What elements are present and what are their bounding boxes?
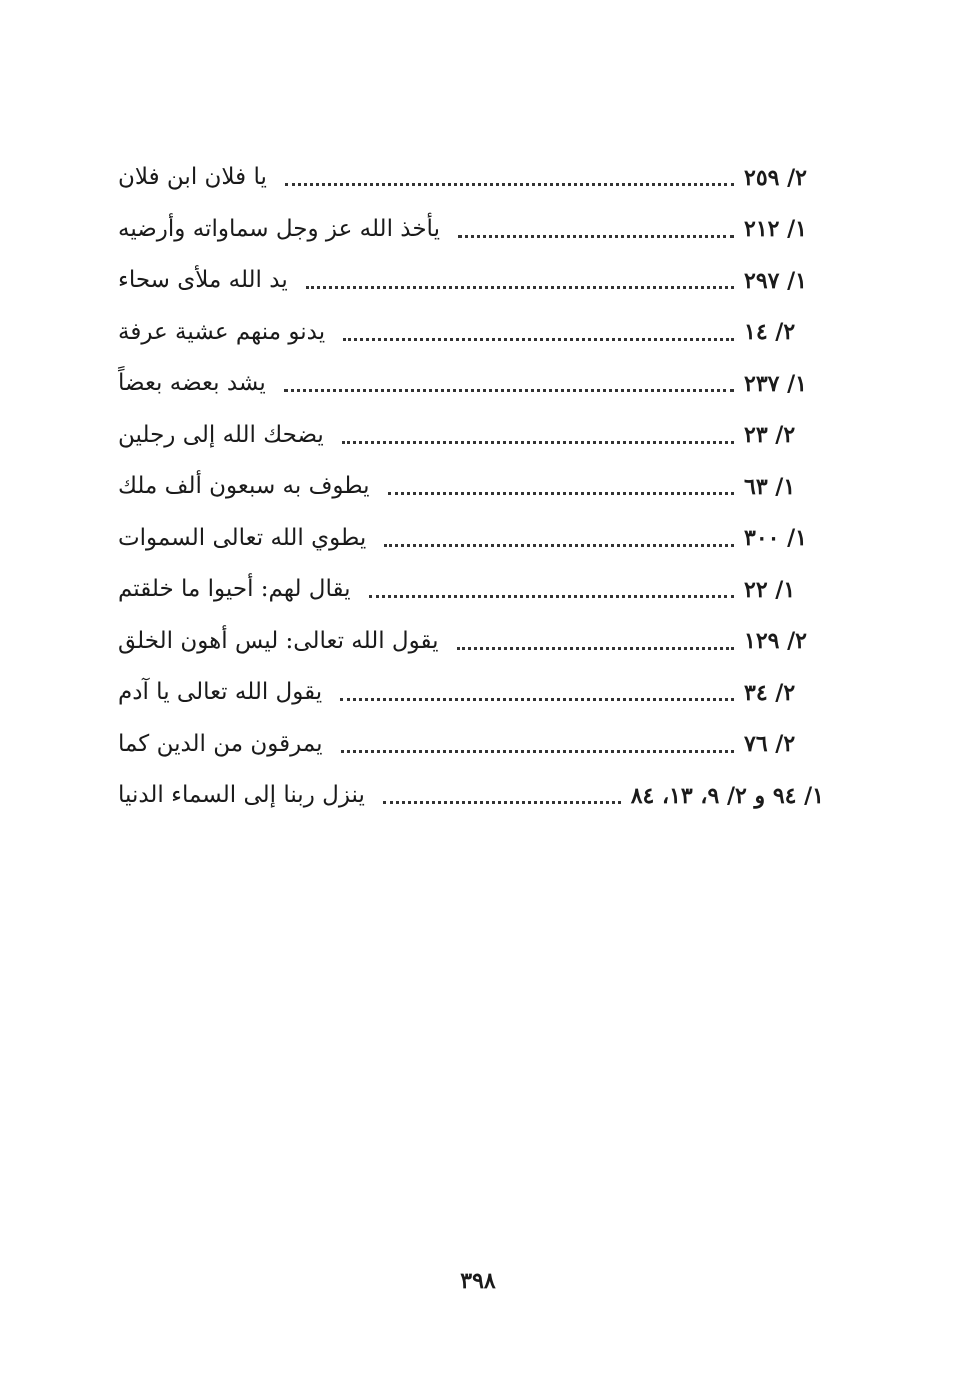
dot-leader — [284, 389, 734, 392]
entry-text: ينزل ربنا إلى السماء الدنيا — [118, 782, 365, 809]
index-entry — [118, 410, 824, 462]
entry-reference: ٢/ ٢٥٩ — [744, 164, 807, 191]
entry-reference: ١/ ٢٩٧ — [744, 267, 807, 294]
index-entry — [118, 513, 824, 565]
entry-text: يطوي الله تعالى السموات — [118, 524, 367, 551]
dot-leader — [341, 750, 734, 753]
dot-leader — [458, 235, 734, 238]
entry-text: يقال لهم: أحيوا ما خلقتم — [118, 576, 351, 603]
entry-reference: ١/ ٣٠٠ — [744, 525, 807, 552]
dot-leader — [285, 183, 734, 186]
index-entry — [118, 667, 824, 719]
entry-text: يطوف به سبعون ألف ملك — [118, 473, 370, 500]
entry-text: يقول الله تعالى: ليس أهون الخلق — [118, 627, 439, 654]
index-entry — [118, 616, 824, 668]
entry-reference: ١/ ٢٣٧ — [744, 370, 807, 397]
hadith-index-list — [118, 152, 824, 822]
entry-text: يدنو منهم عشية عرفة — [118, 318, 326, 345]
dot-leader — [457, 647, 734, 650]
dot-leader — [383, 801, 621, 804]
entry-reference: ٢/ ٧٦ — [744, 731, 796, 758]
index-entry — [118, 719, 824, 771]
entry-reference: ٢/ ١٢٩ — [744, 628, 807, 655]
dot-leader — [306, 286, 734, 289]
index-entry — [118, 358, 824, 410]
index-entry — [118, 770, 824, 822]
index-entry — [118, 255, 824, 307]
entry-text: يمرقون من الدين كما — [118, 730, 323, 757]
index-entry — [118, 204, 824, 256]
index-entry — [118, 461, 824, 513]
index-entry — [118, 152, 824, 204]
entry-reference: ١/ ٦٣ — [744, 473, 796, 500]
index-entry — [118, 307, 824, 359]
dot-leader — [340, 698, 734, 701]
entry-reference: ١/ ٩٤ و ٢/ ٩، ١٣، ٨٤ — [630, 782, 824, 809]
dot-leader — [369, 595, 734, 598]
entry-reference: ٢/ ٣٤ — [744, 679, 796, 706]
entry-text: يقول الله تعالى يا آدم — [118, 679, 323, 706]
entry-reference: ٢/ ٢٣ — [744, 422, 796, 449]
entry-reference: ١/ ٢١٢ — [744, 216, 807, 243]
entry-text: يد الله ملأى سحاء — [118, 267, 288, 294]
dot-leader — [343, 338, 734, 341]
entry-text: يضحك الله إلى رجلين — [118, 421, 324, 448]
page-number: ٣٩٨ — [460, 1268, 496, 1294]
dot-leader — [342, 441, 734, 444]
index-entry — [118, 564, 824, 616]
entry-text: يأخذ الله عز وجل سماواته وأرضيه — [118, 215, 440, 242]
dot-leader — [384, 544, 734, 547]
entry-reference: ٢/ ١٤ — [744, 319, 796, 346]
entry-reference: ١/ ٢٢ — [744, 576, 796, 603]
entry-text: يشد بعضه بعضاً — [118, 370, 266, 397]
entry-text: يا فلان ابن فلان — [118, 164, 267, 191]
dot-leader — [388, 492, 734, 495]
